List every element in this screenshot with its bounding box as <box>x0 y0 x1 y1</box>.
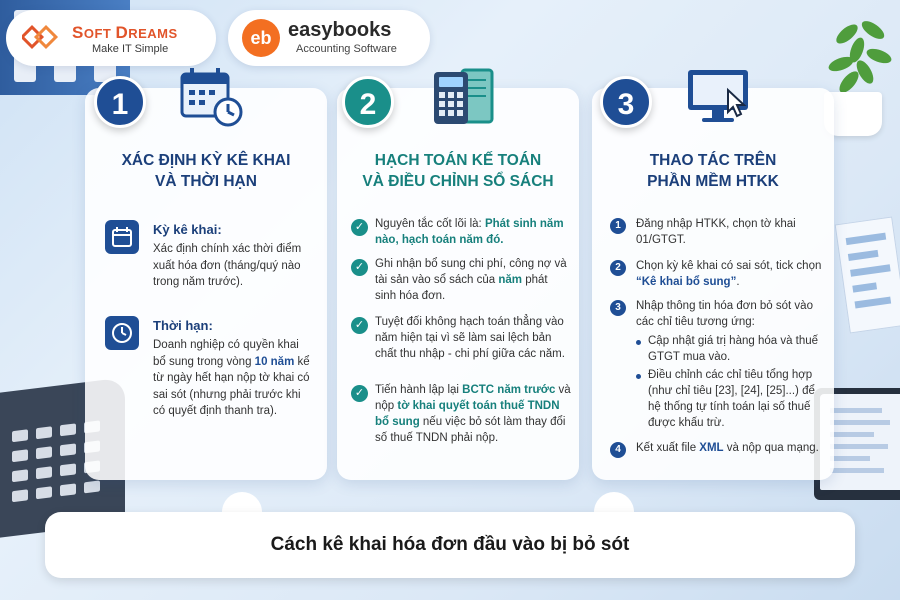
step-number: 3 <box>610 300 626 316</box>
softdreams-mark-icon <box>22 21 60 55</box>
easybooks-name: easybooks <box>288 19 392 41</box>
step-3-badge: 3 <box>600 76 652 128</box>
htkk-step-1: Đăng nhập HTKK, chọn tờ khai 01/GTGT. <box>636 218 796 246</box>
easybooks-tagline: Accounting Software <box>296 43 397 55</box>
softdreams-tagline: Make IT Simple <box>92 43 169 55</box>
monitor-cursor-icon <box>684 64 754 130</box>
calendar-icon <box>105 220 139 254</box>
bullet-1: Nguyên tắc cốt lõi là: Phát sinh năm nào, hạch toán năm đó. <box>375 218 564 246</box>
htkk-sub-1: Cập nhật giá trị hàng hóa và thuế GTGT mua vào. <box>648 335 819 363</box>
htkk-sub-2: Điều chỉnh các chỉ tiêu tổng hợp (như chỉ tiêu [23], [24], [25]...) để hệ thống tự tính toán lại số thuế được khấu trừ. <box>648 369 815 429</box>
period-text: Xác định chính xác thời điểm xuất hóa đơn (tháng/quý nào trong năm trước). <box>153 243 302 288</box>
check-icon: ✓ <box>351 317 368 334</box>
softdreams-logo <box>6 10 216 66</box>
next-card-peek <box>222 492 262 514</box>
bullet-2: Ghi nhận bổ sung chi phí, công nợ và tài sản vào sổ sách của năm phát sinh hóa đơn. <box>375 258 567 302</box>
htkk-step-3: Nhập thông tin hóa đơn bỏ sót vào các chỉ tiêu tương ứng: <box>636 300 813 328</box>
period-heading: Kỳ kê khai: <box>153 222 222 237</box>
clock-icon <box>105 316 139 350</box>
step-3-title: THAO TÁC TRÊN PHẦN MỀM HTKK <box>647 152 779 190</box>
step-2-badge: 2 <box>342 76 394 128</box>
htkk-step-2: Chọn kỳ kê khai có sai sót, tick chọn “Kê khai bổ sung”. <box>636 260 822 288</box>
htkk-step-4: Kết xuất file XML và nộp qua mạng. <box>636 442 819 454</box>
step-number: 4 <box>610 442 626 458</box>
chart-paper-decoration <box>835 216 900 333</box>
step-1-badge: 1 <box>94 76 146 128</box>
easybooks-mark-icon: eb <box>242 19 280 57</box>
step-1-title: XÁC ĐỊNH KỲ KÊ KHAI VÀ THỜI HẠN <box>121 152 291 190</box>
step-card-2 <box>337 88 579 480</box>
caption-bar: Cách kê khai hóa đơn đầu vào bị bỏ sót <box>45 512 855 578</box>
step-2-title: HẠCH TOÁN KẾ TOÁN VÀ ĐIỀU CHỈNH SỔ SÁCH <box>362 152 554 190</box>
bullet-dot <box>636 374 641 379</box>
step-card-1 <box>85 88 327 480</box>
next-card-peek <box>594 492 634 514</box>
step-number: 1 <box>610 218 626 234</box>
easybooks-logo <box>228 10 430 66</box>
check-icon: ✓ <box>351 219 368 236</box>
bullet-4: Tiến hành lập lại BCTC năm trước và nộp tờ khai quyết toán thuế TNDN bổ sung nếu việc bỏ sót làm thay đổi số thuế TNDN phải nộp. <box>375 384 571 444</box>
step-card-3 <box>592 88 834 480</box>
calendar-clock-icon <box>176 64 246 130</box>
step-number: 2 <box>610 260 626 276</box>
deadline-text: Doanh nghiệp có quyền khai bổ sung trong vòng 10 năm kể từ ngày hết hạn nộp tờ khai có sai sót (nhưng phải trước khi có quyết định thanh tra). <box>153 339 310 417</box>
softdreams-name: SOFT DREAMS <box>72 23 178 42</box>
calculator-book-icon <box>428 64 498 130</box>
check-icon: ✓ <box>351 385 368 402</box>
bullet-dot <box>636 340 641 345</box>
check-icon: ✓ <box>351 259 368 276</box>
deadline-heading: Thời hạn: <box>153 318 213 333</box>
bullet-3: Tuyệt đối không hạch toán thẳng vào năm hiện tại vì sẽ làm sai lệch bản chất thu nhập - chi phí giữa các năm. <box>375 316 565 360</box>
